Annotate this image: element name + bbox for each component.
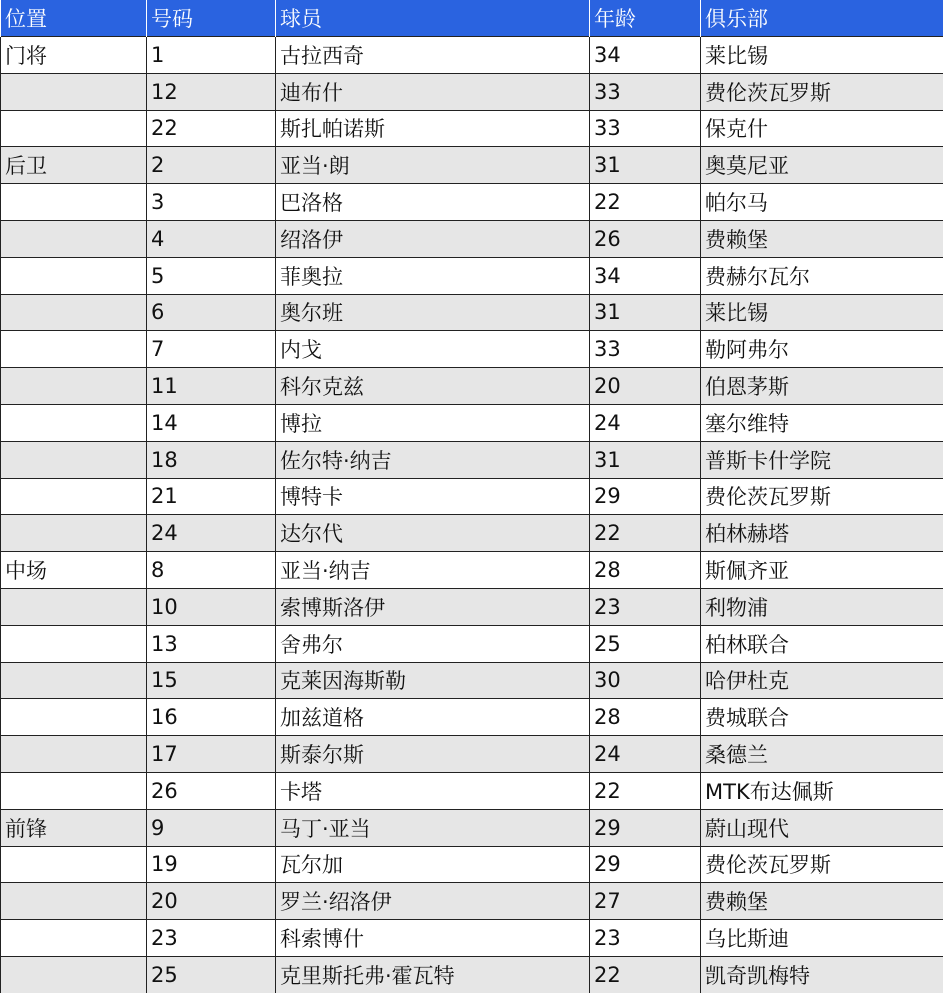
cell-number: 24 — [147, 515, 276, 552]
cell-number: 8 — [147, 552, 276, 589]
cell-position — [1, 956, 147, 992]
table-header — [1, 0, 943, 37]
cell-number: 4 — [147, 220, 276, 257]
cell-position — [1, 846, 147, 883]
cell-number: 19 — [147, 846, 276, 883]
cell-age: 30 — [590, 662, 701, 699]
cell-age: 22 — [590, 184, 701, 221]
cell-club: 保克什 — [701, 110, 943, 147]
cell-position — [1, 478, 147, 515]
cell-number: 12 — [147, 73, 276, 110]
cell-age: 29 — [590, 846, 701, 883]
cell-player: 克莱因海斯勒 — [276, 662, 590, 699]
cell-age: 34 — [590, 257, 701, 294]
cell-player: 卡塔 — [276, 772, 590, 809]
cell-club: 费伦茨瓦罗斯 — [701, 846, 943, 883]
cell-position — [1, 662, 147, 699]
cell-club: 桑德兰 — [701, 736, 943, 773]
cell-age: 20 — [590, 368, 701, 405]
cell-player: 克里斯托弗·霍瓦特 — [276, 956, 590, 992]
cell-club: 奥莫尼亚 — [701, 147, 943, 184]
cell-age: 31 — [590, 441, 701, 478]
cell-club: 柏林联合 — [701, 625, 943, 662]
table-row — [1, 920, 943, 957]
cell-position — [1, 699, 147, 736]
cell-position — [1, 331, 147, 368]
table-row — [1, 368, 943, 405]
cell-club: 哈伊杜克 — [701, 662, 943, 699]
cell-age: 33 — [590, 331, 701, 368]
header-age: 年龄 — [590, 0, 701, 37]
cell-number: 17 — [147, 736, 276, 773]
cell-player: 舍弗尔 — [276, 625, 590, 662]
cell-age: 33 — [590, 73, 701, 110]
cell-position — [1, 404, 147, 441]
cell-position: 门将 — [1, 37, 147, 74]
cell-club: 费赖堡 — [701, 220, 943, 257]
cell-player: 科尔克兹 — [276, 368, 590, 405]
cell-number: 6 — [147, 294, 276, 331]
cell-player: 亚当·朗 — [276, 147, 590, 184]
cell-number: 26 — [147, 772, 276, 809]
cell-number: 13 — [147, 625, 276, 662]
cell-player: 马丁·亚当 — [276, 809, 590, 846]
cell-position — [1, 588, 147, 625]
cell-age: 28 — [590, 699, 701, 736]
cell-age: 22 — [590, 956, 701, 992]
table-row — [1, 809, 943, 846]
cell-number: 16 — [147, 699, 276, 736]
cell-position — [1, 736, 147, 773]
header-row — [1, 0, 943, 37]
cell-age: 22 — [590, 772, 701, 809]
table-row — [1, 515, 943, 552]
cell-number: 20 — [147, 883, 276, 920]
cell-number: 11 — [147, 368, 276, 405]
cell-age: 34 — [590, 37, 701, 74]
cell-club: 费伦茨瓦罗斯 — [701, 478, 943, 515]
cell-number: 10 — [147, 588, 276, 625]
cell-player: 菲奥拉 — [276, 257, 590, 294]
cell-player: 加兹道格 — [276, 699, 590, 736]
table-row — [1, 73, 943, 110]
cell-age: 29 — [590, 478, 701, 515]
cell-club: 伯恩茅斯 — [701, 368, 943, 405]
cell-club: MTK布达佩斯 — [701, 772, 943, 809]
cell-player: 索博斯洛伊 — [276, 588, 590, 625]
table-row — [1, 883, 943, 920]
table-row — [1, 294, 943, 331]
table-row — [1, 441, 943, 478]
table-row — [1, 478, 943, 515]
cell-position — [1, 368, 147, 405]
cell-club: 普斯卡什学院 — [701, 441, 943, 478]
table-row — [1, 220, 943, 257]
table-row — [1, 956, 943, 992]
cell-player: 达尔代 — [276, 515, 590, 552]
table-row — [1, 588, 943, 625]
table-row — [1, 147, 943, 184]
cell-club: 费赫尔瓦尔 — [701, 257, 943, 294]
cell-age: 22 — [590, 515, 701, 552]
cell-position — [1, 110, 147, 147]
table-row — [1, 736, 943, 773]
cell-age: 24 — [590, 736, 701, 773]
table-row — [1, 552, 943, 589]
cell-age: 33 — [590, 110, 701, 147]
cell-club: 莱比锡 — [701, 37, 943, 74]
cell-club: 乌比斯迪 — [701, 920, 943, 957]
cell-club: 勒阿弗尔 — [701, 331, 943, 368]
header-player: 球员 — [276, 0, 590, 37]
cell-number: 23 — [147, 920, 276, 957]
cell-club: 费伦茨瓦罗斯 — [701, 73, 943, 110]
cell-number: 14 — [147, 404, 276, 441]
cell-position: 后卫 — [1, 147, 147, 184]
cell-player: 博拉 — [276, 404, 590, 441]
cell-position — [1, 883, 147, 920]
cell-position — [1, 772, 147, 809]
table-row — [1, 625, 943, 662]
cell-player: 斯扎帕诺斯 — [276, 110, 590, 147]
cell-number: 5 — [147, 257, 276, 294]
table-row — [1, 110, 943, 147]
cell-player: 迪布什 — [276, 73, 590, 110]
table-row — [1, 846, 943, 883]
cell-club: 费城联合 — [701, 699, 943, 736]
cell-position — [1, 625, 147, 662]
cell-age: 27 — [590, 883, 701, 920]
cell-player: 佐尔特·纳吉 — [276, 441, 590, 478]
cell-club: 蔚山现代 — [701, 809, 943, 846]
cell-number: 25 — [147, 956, 276, 992]
cell-age: 31 — [590, 147, 701, 184]
cell-age: 29 — [590, 809, 701, 846]
cell-age: 31 — [590, 294, 701, 331]
cell-player: 巴洛格 — [276, 184, 590, 221]
cell-position — [1, 294, 147, 331]
cell-position — [1, 257, 147, 294]
cell-player: 罗兰·绍洛伊 — [276, 883, 590, 920]
table-row — [1, 331, 943, 368]
cell-club: 塞尔维特 — [701, 404, 943, 441]
cell-club: 费赖堡 — [701, 883, 943, 920]
cell-number: 15 — [147, 662, 276, 699]
table-row — [1, 37, 943, 74]
cell-player: 亚当·纳吉 — [276, 552, 590, 589]
header-position: 位置 — [1, 0, 147, 37]
cell-position — [1, 920, 147, 957]
cell-number: 7 — [147, 331, 276, 368]
cell-age: 23 — [590, 588, 701, 625]
cell-number: 21 — [147, 478, 276, 515]
cell-player: 古拉西奇 — [276, 37, 590, 74]
cell-age: 26 — [590, 220, 701, 257]
header-club: 俱乐部 — [701, 0, 943, 37]
cell-age: 25 — [590, 625, 701, 662]
cell-club: 斯佩齐亚 — [701, 552, 943, 589]
cell-position — [1, 515, 147, 552]
cell-number: 22 — [147, 110, 276, 147]
header-number: 号码 — [147, 0, 276, 37]
cell-position — [1, 441, 147, 478]
cell-position: 中场 — [1, 552, 147, 589]
table-body — [1, 37, 943, 993]
cell-club: 帕尔马 — [701, 184, 943, 221]
cell-age: 28 — [590, 552, 701, 589]
cell-position — [1, 73, 147, 110]
table-row — [1, 184, 943, 221]
cell-number: 3 — [147, 184, 276, 221]
cell-position — [1, 220, 147, 257]
cell-player: 科索博什 — [276, 920, 590, 957]
cell-number: 1 — [147, 37, 276, 74]
cell-age: 24 — [590, 404, 701, 441]
table-row — [1, 772, 943, 809]
cell-player: 博特卡 — [276, 478, 590, 515]
cell-player: 奥尔班 — [276, 294, 590, 331]
cell-number: 2 — [147, 147, 276, 184]
cell-club: 莱比锡 — [701, 294, 943, 331]
cell-number: 18 — [147, 441, 276, 478]
cell-number: 9 — [147, 809, 276, 846]
cell-player: 绍洛伊 — [276, 220, 590, 257]
cell-club: 凯奇凯梅特 — [701, 956, 943, 992]
cell-club: 利物浦 — [701, 588, 943, 625]
table-row — [1, 699, 943, 736]
cell-player: 斯泰尔斯 — [276, 736, 590, 773]
table-row — [1, 257, 943, 294]
cell-player: 内戈 — [276, 331, 590, 368]
cell-player: 瓦尔加 — [276, 846, 590, 883]
cell-position — [1, 184, 147, 221]
cell-club: 柏林赫塔 — [701, 515, 943, 552]
table-row — [1, 662, 943, 699]
cell-position: 前锋 — [1, 809, 147, 846]
table-row — [1, 404, 943, 441]
cell-age: 23 — [590, 920, 701, 957]
